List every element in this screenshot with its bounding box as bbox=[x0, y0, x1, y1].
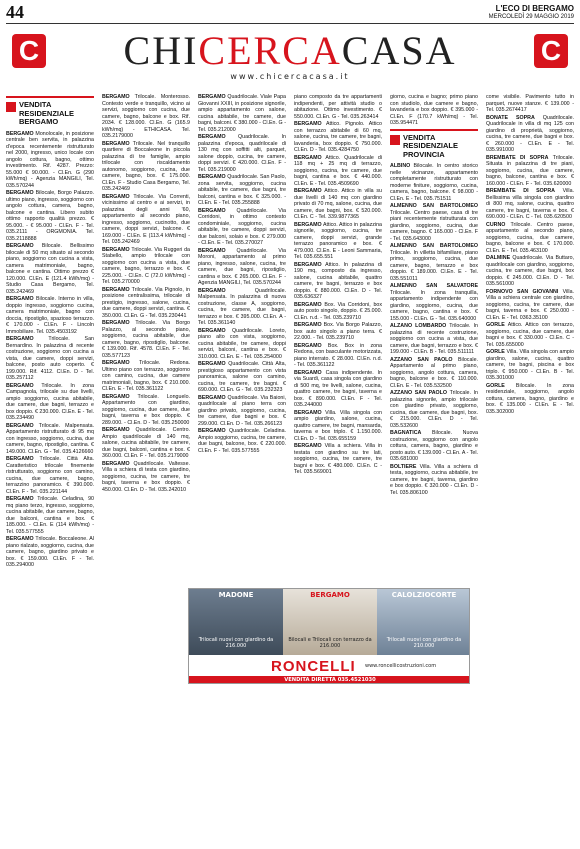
listing-item: BERGAMO Casa indipendente. In via Suardi, casa singola con giardino di 500 mq, tre livelli, salone, cucina, quattro camere, tre bagni, taverna e box. € 890.000. Cl.En. F - Tel. 035.244000 bbox=[294, 369, 382, 408]
listing-item: BERGAMO Bilocale. Interno in villa, doppio ingresso, soggiorno cucina, camera matrimoniale, bagno con doccia, ripostiglio, spazioso terrazzo. € 170.000 - Cl.En. F - Lincoln Immobiliare. Tel. 035.4503192 bbox=[6, 296, 94, 335]
ad-sub-bergamo: Bilocali e Trilocali con terrazzo da 216.000 bbox=[288, 637, 372, 649]
listing-item: BERGAMO Trilocale. Via Pignolo, in posizione centralissima, trilocale di prestigio, ingresso, salone, cucina, due camere, doppi servizi, cantina. € 350.000. Cl.En. G - Tel. 035.230441 bbox=[102, 286, 190, 319]
page-number: 44 bbox=[6, 2, 24, 22]
logo-letter: C bbox=[18, 35, 40, 66]
title-part-chi: CHI bbox=[123, 28, 199, 73]
listing-item: GORLE Attico. Attico con terrazzo, soggiorno, cucina, due camere, due bagni e box. € 330.000 - Cl.En. C - Tel. 035.655000 bbox=[486, 322, 574, 348]
listing-item: BERGAMO Quadrilocale. Via Moroni, appartamento al primo piano, ingresso, salone, cucina, tre camere, due bagni, ripostiglio, cantina e box. € 265.000. Cl.En. F - Agenzia MANGILI, Tel. 035.570244 bbox=[198, 247, 286, 286]
ad-brand-band bbox=[189, 655, 470, 684]
listing-item: BAGNATICA Bilocale. Nuova costruzione, soggiorno con angolo cottura, camera, bagno, giardino e posto auto. € 139.000 - Cl.En. A - Tel. 035.681000 bbox=[390, 430, 478, 462]
listing-item: BREMBATE DI SOPRA Villa. Bellissima villa singola con giardino di 800 mq, salone, cucina, quattro camere, tre bagni, taverna e box. € 690.000 - Cl.En. C - Tel. 035.620500 bbox=[486, 188, 574, 220]
ad-sub-calolziocorte: Trilocali nuovi con giardino da 210.000 bbox=[386, 637, 462, 649]
listing-item: BERGAMO Quadrilocale. Città Alta, prestigioso appartamento con vista panoramica, salone con camino, cucina, tre camere, tre bagni. € 690.000. Cl.En. G - Tel. 035.232323 bbox=[198, 361, 286, 393]
listing-item: BERGAMO Trilocale. Via Ruggeri da Stabello, ampio trilocale con soggiorno con cucina a vista, due camere, bagno, terrazzo e box. € 225.000. - Cl.En. C (72.0 kWh/mq) - Tel. 035.270000 bbox=[102, 246, 190, 285]
listing-item: BERGAMO Box. Box in zona Redona, con basculante motorizzata, piano interrato. € 28.000. Cl.En. n.d. - Tel. 035.361122 bbox=[294, 342, 382, 368]
ad-sub-madone: Trilocali nuovi con giardino da 216.000 bbox=[198, 637, 274, 649]
logo-left bbox=[12, 34, 46, 68]
listing-item: BERGAMO Trilocale. Malpensata. Appartamento ristrutturato di 95 mq con ingresso, soggiorno, cucina, due camere, bagno, ripostiglio, cantina. € 149.000. Cl.En. G - Tel. 035.4126660 bbox=[6, 422, 94, 455]
listing-item: BERGAMO Bilocale. Bellissimo bilocale di 50 mq situato al secondo piano, soggiorno con cucina a vista, camera matrimoniale, bagno, balcone e cantina. Ottimo prezzo € 120.000. Cl.En. E (121.4 kWh/mq) - Studio Casa Bergamo, Tel. 035.242469 bbox=[6, 243, 94, 295]
listing-item: AZZANO SAN PAOLO Trilocale. In palazzina signorile, ampio trilocale con giardino privato, soggiorno, cucina, due camere, due bagni, box. € 215.000. Cl.En. D - Tel. 035.532600 bbox=[390, 390, 478, 429]
listing-item: BERGAMO Box. Via Corridoni, box auto posto singolo, doppio. € 25.000. Cl.En. n.d. - Tel. 035.239710 bbox=[294, 301, 382, 321]
listing-item: BERGAMO Attico. Pignolo. Attico con terrazzo abitabile di 60 mq, salone, cucina, tre camere, tre bagni, lavanderia, box doppio. € 750.000. Cl.En. D - Tel. 035.4284750 bbox=[294, 121, 382, 153]
logo-right bbox=[534, 34, 568, 68]
newspaper-name: L'ECO DI BERGAMO bbox=[495, 4, 574, 13]
column-6 bbox=[486, 94, 574, 843]
listing-item: BERGAMO Quadrilocale. Malpensata. In palazzina di nuova costruzione, classe A, soggiorno, cucina, tre camere, due bagni, terrazzo e box. € 395.000. Cl.En. A - Tel. 035.361140 bbox=[198, 287, 286, 326]
column-1 bbox=[6, 94, 94, 843]
issue-date: MERCOLEDÌ 29 MAGGIO 2019 bbox=[488, 14, 574, 20]
column-3 bbox=[198, 94, 286, 843]
listing-item: BERGAMO Box. Via Borgo Palazzo, box auto singolo a piano terra. € 22.000. - Tel. 035.239710 bbox=[294, 322, 382, 341]
section-heading-province bbox=[390, 129, 478, 160]
section-marker bbox=[390, 135, 400, 145]
listing-item: BERGAMO Trilocale. Longuelo. Appartamento con giardino, soggiorno, cucina, due camere, due bagni, taverna e box doppio. € 289.000. - Cl.En. D - Tel. 035.250000 bbox=[102, 393, 190, 426]
listing-item: BERGAMO Attico. Attico in palazzina signorile, soggiorno, cucina, tre camere, doppi servizi, grande terrazzo panoramico e box. € 479.000. Cl.En. E - Leoni Sammaria, Tel. 035.655.551 bbox=[294, 221, 382, 260]
listing-item: piano composto da tre appartamenti indipendenti, per attività studio o abitazione. Ottimo investimento. € 550.000. Cl.En. G - Tel. 035.263414 bbox=[294, 94, 382, 120]
listing-item: BERGAMO Trilocale. In zona Campagnola, trilocale su due livelli, ampio soggiorno, cucina abitabile, due camere, due bagni, terrazzo e box doppio. € 230.000. Cl.En. E - Tel. 035.234490 bbox=[6, 382, 94, 421]
listing-item: BERGAMO Trilocale. San Bernardino. In palazzina di recente costruzione, soggiorno con cucina a vista, due camere, doppi servizi, balcone, posto auto coperto. € 199.000. Rif. 4112. Cl.En. D - Tel. 035.257112 bbox=[6, 336, 94, 381]
listing-item: BERGAMO Trilocale. Celadina, 90 mq piano terzo, ingresso, soggiorno, cucina abitabile, due camere, bagno, due balconi, cantina e box. € 185.000. - Cl.En. E (114 kWh/mq) - Tel. 035.577555 bbox=[6, 496, 94, 535]
listing-item: ALBINO Bilocale. In centro storico nelle vicinanze, appartamento completamente ristrutturato con moderne finiture, soggiorno, cucina, camera, bagno, balcone. € 98.000 - Cl.En. E - Tel. 035.751511 bbox=[390, 163, 478, 202]
title-part-cerca: CERCA bbox=[198, 28, 342, 73]
listing-item: BERGAMO Monolocale, in posizione centrale ben servita, in palazzina d'epoca recentemente ristrutturato nel 2000, ingresso, unico locale con angolo cottura, bagno, ottimo investimento. Rif. 4287. Prezzo: 55.000 € 90.000. - Cl.En. G (290 kWh/mq) - Agenzia MANGILI, Tel. 035.570244 bbox=[6, 130, 94, 189]
listing-item: BERGAMO Attico. Attico in villa su due livelli di 140 mq con giardino privato di 70 mq, salone, cucina, due camere, due bagni, box. € 520.000. Cl.En. C - Tel. 339.9877365 bbox=[294, 188, 382, 220]
listing-item: BERGAMO Trilocale. Via Correnti, vicinissimo al centro e ai servizi, in palazzina degli anni '60, appartamento al secondo piano, ingresso, soggiorno, cucinotto, due camere, doppi servizi, balcone. € 169.000 - Cl.En. E (113.4 kWh/mq) - Tel. 035.242469 bbox=[102, 193, 190, 245]
listing-item: ALMENNO SAN SALVATORE Trilocale. In zona tranquilla, appartamento indipendente con giardino, soggiorno, cucina, due camere, bagno, cantina e box. € 155.000 - Cl.En. G - Tel. 035.640000 bbox=[390, 283, 478, 322]
column-2 bbox=[102, 94, 190, 843]
listing-item: BERGAMO Quadrilocale. Loreto, piano alto con vista, soggiorno, cucina abitabile, tre camere, doppi servizi, balconi, cantina e box. € 310.000. Cl.En. E - Tel. 035.254000 bbox=[198, 327, 286, 360]
roncelli-advertisement[interactable] bbox=[188, 588, 470, 684]
listing-item: GORLE Bilocale. In zona residenziale, soggiorno, angolo cottura, camera, bagno, giardino e box. € 135.000 - Cl.En. E - Tel. 035.302000 bbox=[486, 382, 574, 415]
ad-website[interactable]: www.roncellicostruzioni.com bbox=[365, 663, 437, 669]
listing-item: BERGAMO Villa. Villa singola con ampio giardino, salone, cucina, quattro camere, tre bagni, mansarda, taverna e box triplo. € 1.150.000. Cl.En. D - Tel. 035.655159 bbox=[294, 409, 382, 442]
page-header bbox=[6, 2, 574, 24]
logo-letter: C bbox=[540, 35, 562, 66]
listing-item: DALMINE Quadrilocale. Via Buttaro, quadrilocale con giardino, soggiorno, cucina, tre camere, due bagni, box doppio. € 245.000. Cl.En. D - Tel. 035.561000 bbox=[486, 255, 574, 287]
listing-item: BOLTIERE Villa. Villa a schiera di testa, soggiorno, cucina abitabile, tre camere, tre bagni, taverna, giardino e box doppio. € 320.000 - Cl.En. D - Tel. 035.806100 bbox=[390, 463, 478, 496]
section-title bbox=[60, 30, 520, 72]
listing-item: BERGAMO Trilocale. Nel tranquillo quartiere di Boccaleone in piccola palazzina di tre famiglie, ampio trilocale con riscaldamento autonomo, soggiorno, cucina, due camere, bagno, box. € 175.000. Cl.En. F - Studio Casa Bergamo, Tel. 035.242469 bbox=[102, 140, 190, 192]
section-heading-city bbox=[6, 96, 94, 127]
listing-item: BERGAMO Quadrilocale. Valtesse. Villa a schiera di testa con giardino, soggiorno, cucina, tre camere, tre bagni, taverna e box doppio. € 450.000. Cl.En. D - Tel. 035.242010 bbox=[102, 460, 190, 493]
listing-item: BERGAMO Trilocale. Monterosso. Contesto verde e tranquillo, vicino ai servizi, soggiorno con cucina, due camere, bagno, balcone e box. Rif. 2034. € 128.000. Cl.En. G (165.9 kWh/mq) - ETHICASA. Tel. 035.2179000 bbox=[102, 94, 190, 139]
listing-item: ALMENNO SAN BARTOLOMEO Trilocale. Centro paese, casa di tre piani recentemente ristrutturata con giardino, soggiorno, cucina, due camere, bagno. € 165.000 - Cl.En. F - Tel. 035.643000 bbox=[390, 203, 478, 242]
ad-brand-name: RONCELLI bbox=[271, 658, 356, 675]
ad-title-madone: MADONE bbox=[218, 591, 254, 599]
section-heading-text: VENDITA RESIDENZIALE PROVINCIA bbox=[403, 132, 459, 159]
listing-item: ALZANO LOMBARDO Trilocale. In palazzina di recente costruzione, soggiorno con cucina a vista, due camere, due bagni, terrazzo e box. € 199.000 - Cl.En. B - Tel. 035.511111 bbox=[390, 323, 478, 355]
listings-area bbox=[6, 94, 574, 843]
listing-item: BERGAMO Trilocale. Redona. Ultimo piano con terrazzo, soggiorno con camino, cucina, due camere matrimoniali, bagno, box. € 210.000. Cl.En. E - Tel. 035.361122 bbox=[102, 360, 190, 392]
listing-item: BERGAMO Bilocale, Borgo Palazzo. ultimo piano, ingresso, soggiorno con angolo cottura, camera, bagno, balcone e cantina. Libero subito ottimo rapporto qualità prezzo. € 95.000. - € 95.000 - Cl.En. F - Tel. 035.2111 - ORGMONIA. Tel. 035.2118888 bbox=[6, 190, 94, 242]
listing-item: BERGAMO Trilocale. Via Borgo Palazzo, al secondo piano, soggiorno, cucina abitabile, due camere, bagno, ripostiglio, balcone. € 139.000. Rif. 4578. Cl.En. F - Tel. 035.577123 bbox=[102, 320, 190, 359]
listing-item: giorno, cucina e bagno; primo piano con studiolo, due camere e bagno, lavanderia e box doppio. € 395.000 - Cl.En. F (170.7 kWh/mq) - Tel. 035.954471 bbox=[390, 94, 478, 126]
column-4 bbox=[294, 94, 382, 843]
listing-item: BERGAMO Trilocale. Città Alta. Caratteristico trilocale finemente ristrutturato, soggiorno con camino, cucina, due camere, bagno, terrazzino panoramico. € 390.000. Cl.En. F - Tel. 035.221144 bbox=[6, 456, 94, 495]
newspaper-info bbox=[489, 4, 574, 21]
listing-item: BERGAMO Quadrilocale. Centro. Ampio quadrilocale di 140 mq, salone, cucina abitabile, tre camere, due bagni, balconi, cantina e box. € 360.000. Cl.En. F - Tel. 035.2179000 bbox=[102, 427, 190, 459]
listing-item: BERGAMO Attico. In palazzina di 190 mq, composto da ingresso, salone, cucina abitabile, quattro camere, tre bagni, terrazzo e box doppio. € 880.000. Cl.En. D - Tel. 035.636327 bbox=[294, 261, 382, 300]
listing-item: GORLE Villa. Villa singola con ampio giardino, salone, cucina, quattro camere, tre bagni, piscina e box triplo. € 950.000 - Cl.En. B - Tel. 035.301000 bbox=[486, 349, 574, 381]
listing-item: BONATE SOPRA Quadrilocale. Quadrilocale in villa di mq 125 con giardino di proprietà, soggiorno, cucina, tre camere, due bagni e box. € 260.000 - Cl.En. E - Tel. 035.991000 bbox=[486, 114, 574, 153]
listing-item: BERGAMO Quadrilocale. Celadina. Ampio soggiorno, cucina, tre camere, due bagni, balcone, box. € 220.000. Cl.En. F - Tel. 035.577555 bbox=[198, 428, 286, 454]
listing-item: CURNO Trilocale. Centro paese, appartamento al secondo piano, soggiorno, cucina, due camere, bagno, balcone e box. € 170.000. Cl.En. E - Tel. 035.463100 bbox=[486, 221, 574, 254]
listing-item: BERGAMO Quadrilocale. In palazzina d'epoca, quadrilocale di 130 mq con soffitti alti, parquet, salone doppio, cucina, tre camere, doppi servizi. € 420.000. Cl.En. F - Tel. 035.219000 bbox=[198, 134, 286, 173]
ad-phone: VENDITA DIRETTA 035.4521030 bbox=[189, 676, 470, 684]
website-url[interactable]: www.chicercacasa.it bbox=[230, 72, 350, 81]
listing-item: FORNOVO SAN GIOVANNI Villa. Villa a schiera centrale con giardino, soggiorno, cucina, tre camere, due bagni, taverna e box. € 250.000 - Cl.En. E - Tel. 0363.35100 bbox=[486, 288, 574, 321]
listing-item: BERGAMO Quadrilocale. Via Corridoni, in ottimo contesto condominiale, soggiorno, cucina abitabile, tre camere, doppi servizi, due balconi, solaio e box. € 279.000 - Cl.En. E - Tel. 035.270027 bbox=[198, 207, 286, 246]
listing-item: BERGAMO Attico. Quadrilocale di 118 mq + 25 mq di terrazzo, soggiorno, cucina, tre camere, due bagni, cantina e box. € 440.000. Cl.En. E - Tel. 035.4509690 bbox=[294, 154, 382, 187]
listing-item: BERGAMO Villa a schiera. Villa in testata con giardino su tre lati, soggiorno, cucina, tre camere, tre bagni e box. € 480.000. Cl.En. C - Tel. 035.569001 bbox=[294, 443, 382, 475]
listing-item: BERGAMO Quadrilocale. San Paolo, zona servita, soggiorno, cucina abitabile, tre camere, due bagni, tre balconi, cantina e box. € 325.000. - Cl.En. E - Tel. 035.255888 bbox=[198, 174, 286, 206]
ad-title-calolziocorte: CALOLZIOCORTE bbox=[391, 591, 457, 599]
listing-item: AZZANO SAN PAOLO Bilocale. Appartamento al primo piano, soggiorno, angolo cottura, camera, bagno, balcone e box. € 110.000. Cl.En. E - Tel. 035.532500 bbox=[390, 356, 478, 389]
masthead bbox=[0, 28, 580, 84]
ad-title-bergamo: BERGAMO bbox=[310, 591, 350, 599]
listing-item: come visibile. Pavimento tutto in parquet, nuove stanze. € 139.000 - Tel. 035.2674417 bbox=[486, 94, 574, 113]
listing-item: BERGAMO Trilocale. Boccaleone. Al piano rialzato, soggiorno, cucina, due camere, bagno, giardino privato e box. € 159.000. Cl.En. F - Tel. 035.294000 bbox=[6, 536, 94, 568]
column-5 bbox=[390, 94, 478, 843]
listing-item: BERGAMO Quadrilocale. Viale Papa Giovanni XXIII, in posizione signorile, ampio appartamento con salone, cucina abitabile, tre camere, due bagni, balconi. € 380.000 - Cl.En. G - Tel. 035.212000 bbox=[198, 94, 286, 133]
section-marker bbox=[6, 102, 16, 112]
ad-photo-strip bbox=[189, 589, 470, 655]
title-part-casa: CASA bbox=[341, 28, 457, 73]
section-heading-text: VENDITA RESIDENZIALE BERGAMO bbox=[19, 100, 75, 126]
listing-item: BREMBATE DI SOPRA Trilocale. Situata in palazzina di tre piani, soggiorno, cucina, due camere, bagno, balcone, cantina e box. € 160.000 - Cl.En. F - Tel. 035.620000 bbox=[486, 154, 574, 187]
listing-item: ALMENNO SAN BARTOLOMEO Trilocale. In villetta bifamiliare, piano primo, soggiorno, cucina, due camere, bagno, terrazzo e box doppio. € 189.000. Cl.En. E - Tel. 035.551011 bbox=[390, 243, 478, 282]
listing-item: BERGAMO Quadrilocale. Via Baioni, quadrilocale al piano terra con giardino privato, soggiorno, cucina, tre camere, due bagni e box. € 299.000. Cl.En. D - Tel. 035.266123 bbox=[198, 394, 286, 427]
